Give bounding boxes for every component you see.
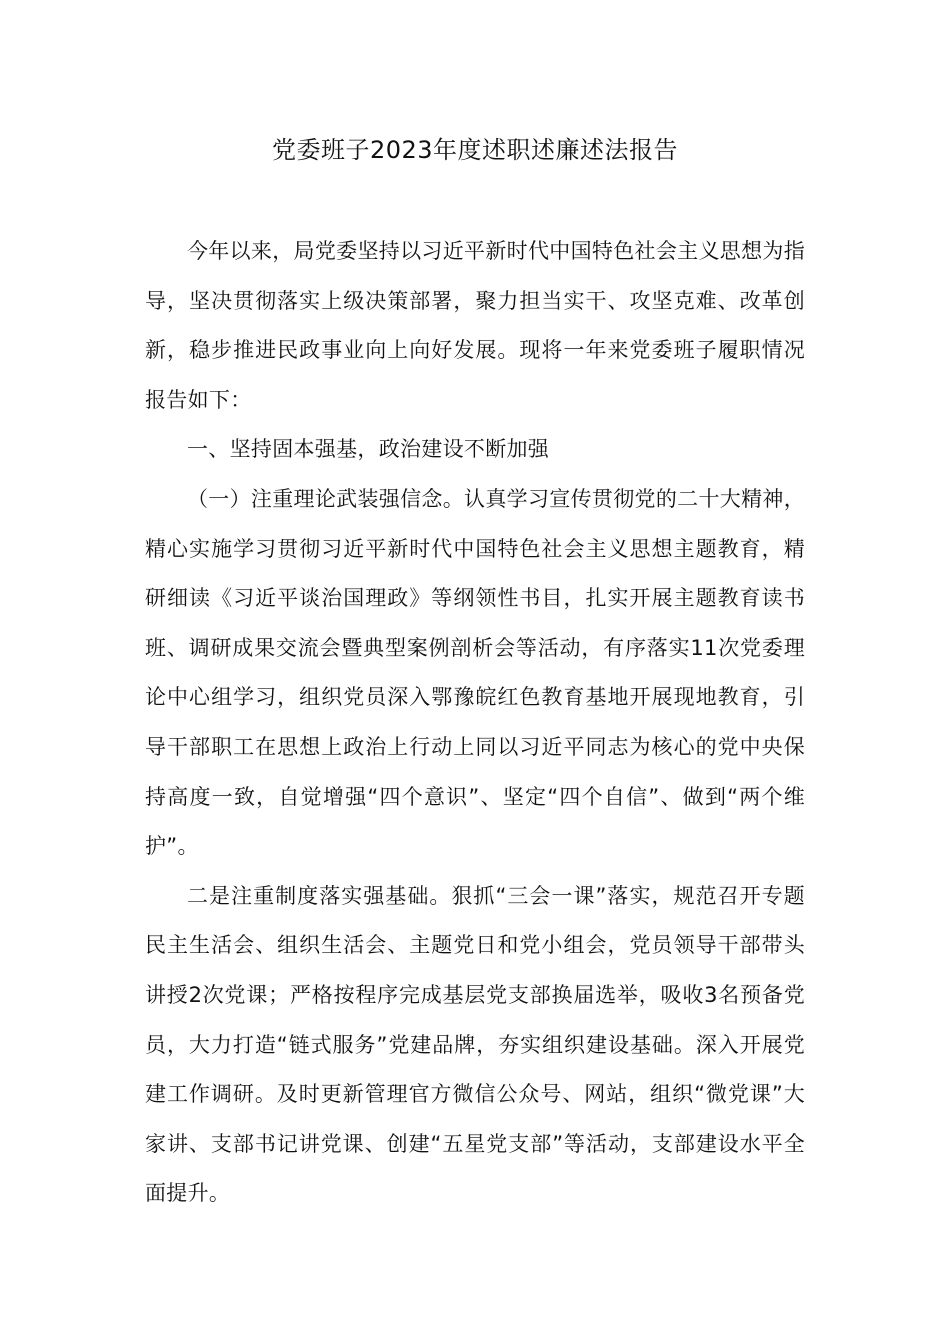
- subsection-paragraph-2: 二是注重制度落实强基础。狠抓“三会一课”落实，规范召开专题民主生活会、组织生活会、主题党日和党小组会，党员领导干部带头讲授2次党课；严格按程序完成基层党支部换届选举，吸收3名预备党员，大力打造“链式服务”党建品牌，夯实组织建设基础。深入开展党建工作调研。及时更新管理官方微信公众号、网站，组织“微党课”大家讲、支部书记讲党课、创建“五星党支部”等活动，支部建设水平全面提升。: [145, 883, 805, 1206]
- intro-paragraph: 今年以来，局党委坚持以习近平新时代中国特色社会主义思想为指导，坚决贯彻落实上级决策部署，聚力担当实干、攻坚克难、改革创新，稳步推进民政事业向上向好发展。现将一年来党委班子履职情况报告如下：: [145, 239, 805, 412]
- section-heading-1: 一、坚持固本强基，政治建设不断加强: [187, 437, 550, 462]
- subsection-paragraph-1: （一）注重理论武装强信念。认真学习宣传贯彻党的二十大精神，精心实施学习贯彻习近平新时代中国特色社会主义思想主题教育，精研细读《习近平谈治国理政》等纲领性书目，扎实开展主题教育读书班、调研成果交流会暨典型案例剖析会等活动，有序落实11次党委理论中心组学习，组织党员深入鄂豫皖红色教育基地开展现地教育，引导干部职工在思想上政治上行动上同以习近平同志为核心的党中央保持高度一致，自觉增强“四个意识”、坚定“四个自信”、做到“两个维护”。: [145, 486, 805, 859]
- document-title: 党委班子2023年度述职述廉述法报告: [271, 136, 679, 164]
- document-body: [145, 227, 805, 1219]
